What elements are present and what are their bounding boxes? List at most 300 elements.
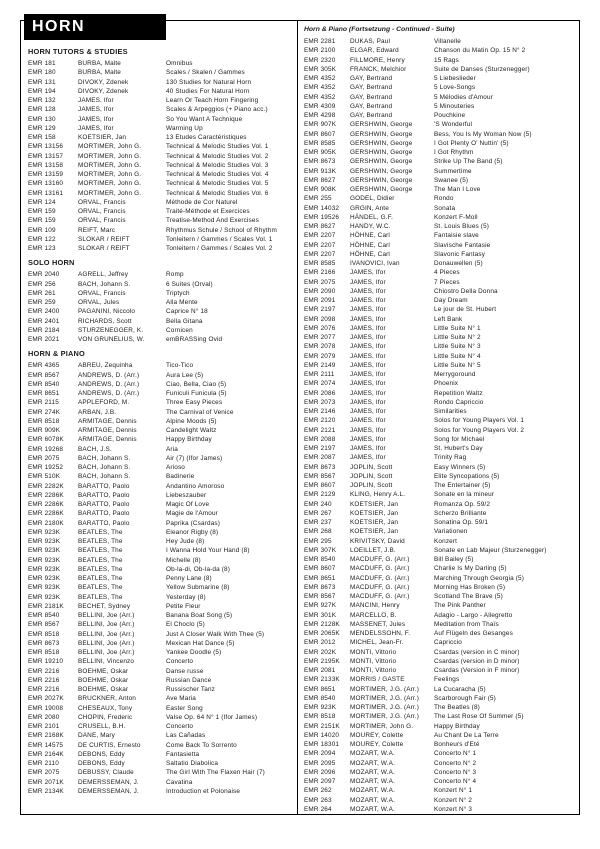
row-composer: ANDREWS, D. (Arr.) [78, 390, 140, 397]
row-title: Romanza Op. 59/2 [434, 500, 491, 508]
row-title: Hey Jude (8) [166, 538, 205, 545]
catalog-row [28, 741, 293, 750]
row-composer: JOPLIN, Scott [350, 463, 393, 471]
catalog-row [28, 317, 293, 326]
row-emr: EMR 2079 [304, 352, 336, 360]
row-title: Sonata [434, 204, 456, 212]
row-emr: EMR 2076 [304, 324, 336, 332]
row-title: Suite de Danses (Sturzenegger) [434, 65, 530, 73]
row-composer: ORVAL, Francis [78, 198, 126, 206]
row-emr: EMR 2040 [28, 271, 60, 279]
catalog-row [28, 704, 293, 713]
catalog-row [304, 398, 576, 407]
catalog-row [304, 185, 576, 194]
row-composer: MORTIMER, J.G. (Arr.) [350, 704, 420, 711]
row-title: El Choclo (5) [166, 621, 205, 629]
row-composer: KOETSIER, Jan [350, 519, 399, 526]
catalog-row [28, 500, 293, 509]
catalog-row [28, 509, 293, 518]
row-title: Bill Bailey (5) [434, 556, 474, 563]
row-emr: EMR 2133K [304, 676, 340, 684]
row-emr: EMR 2075 [28, 454, 60, 462]
catalog-row [28, 574, 293, 583]
row-composer: MOUREY, Colette [350, 741, 404, 748]
row-title: Andantino Amoroso [166, 482, 225, 490]
row-title: St. Louis Blues (5) [434, 223, 490, 230]
row-title: Romp [166, 271, 184, 279]
row-composer: JAMES, Ifor [350, 389, 386, 397]
row-emr: EMR 240 [304, 500, 332, 508]
row-emr: EMR 923K [28, 593, 61, 601]
row-emr: EMR 2071K [28, 778, 64, 786]
row-title: Rhythmus Schule / School of Rhythm [166, 226, 277, 234]
section-heading: SOLO HORN [28, 258, 75, 268]
row-composer: MORRIS / GASTE [350, 676, 405, 684]
catalog-row [28, 226, 293, 235]
section-rows [28, 270, 293, 344]
row-composer: ANDREWS, D. (Arr.) [78, 371, 140, 379]
row-composer: HÖHNE, Carl [350, 250, 390, 258]
catalog-row [28, 463, 293, 472]
row-composer: MARCELLO, B. [350, 611, 397, 619]
row-emr: EMR 2074 [304, 380, 336, 388]
row-title: 6 Suites (Orval) [166, 280, 213, 288]
row-composer: GAY, Bertrand [350, 75, 393, 82]
catalog-row [28, 491, 293, 500]
row-composer: MORTIMER, J.G. (Arr.) [350, 694, 420, 702]
row-emr: EMR 305K [304, 65, 337, 73]
row-composer: BEATLES, The [78, 565, 123, 573]
row-title: Repetition Waltz [434, 389, 483, 397]
row-composer: MACDUFF, G. (Arr.) [350, 593, 410, 600]
catalog-row [28, 630, 293, 639]
row-composer: GERSHWIN, George [350, 130, 413, 138]
row-emr: EMR 259 [28, 299, 56, 306]
catalog-row [304, 500, 576, 509]
row-composer: BARATTO, Paolo [78, 519, 130, 527]
row-emr: EMR 8651 [304, 685, 336, 693]
row-title: Konzert N° 2 [434, 796, 473, 804]
row-emr: EMR 2216 [28, 676, 60, 684]
catalog-row [304, 435, 576, 444]
row-emr: EMR 2080 [28, 713, 60, 721]
catalog-row [304, 148, 576, 157]
catalog-row [28, 676, 293, 685]
catalog-row [28, 565, 293, 574]
row-title: Scarborough Fair (5) [434, 694, 496, 702]
row-title: Happy Birthday [166, 436, 212, 444]
catalog-row [304, 546, 576, 555]
row-title: Badinerie [166, 473, 195, 481]
row-composer: BURBA, Malte [78, 60, 121, 67]
row-emr: EMR 194 [28, 87, 56, 95]
row-title: Auf Flügeln des Gesanges [434, 630, 513, 637]
row-title: Rondo Capriccio [434, 398, 484, 406]
row-title: The Last Rose Of Summer (5) [434, 713, 524, 721]
catalog-row [304, 583, 576, 592]
row-title: Concerto [166, 658, 194, 666]
row-title: Alla Mente [166, 299, 198, 306]
row-title: Konzert F-Moll [434, 213, 478, 221]
catalog-row [304, 555, 576, 564]
row-emr: EMR 2207 [304, 232, 336, 240]
row-title: Tonleitern / Gammes / Scales Vol. 1 [166, 235, 273, 243]
row-composer: MOZART, W.A. [350, 768, 395, 776]
row-title: Arioso [166, 464, 186, 471]
row-title: Little Suite N° 5 [434, 361, 481, 369]
row-emr: EMR 923K [304, 704, 337, 711]
catalog-row [304, 564, 576, 573]
row-title: Las Cañadas [166, 732, 206, 740]
catalog-row [304, 740, 576, 749]
row-title: Ob-la-di, Ob-la-da (8) [166, 565, 231, 573]
catalog-row [28, 152, 293, 161]
row-title: Fantaisie slave [434, 232, 479, 240]
row-composer: MACDUFF, G. (Arr.) [350, 556, 410, 563]
row-emr: EMR 2075 [28, 769, 60, 777]
row-composer: STURZENEGGER, K. [78, 326, 144, 334]
catalog-row [304, 389, 576, 398]
row-emr: EMR 128 [28, 106, 56, 114]
catalog-row [28, 133, 293, 142]
row-emr: EMR 2087 [304, 454, 336, 462]
catalog-row [28, 361, 293, 370]
row-composer: JAMES, Ifor [350, 408, 386, 415]
row-title: Strike Up The Band (5) [434, 158, 503, 166]
row-composer: MACDUFF, G. (Arr.) [350, 583, 410, 591]
row-composer: BELLINI, Vincenzo [78, 658, 135, 666]
catalog-row [304, 620, 576, 629]
row-emr: EMR 8540 [304, 694, 336, 702]
catalog-row [28, 96, 293, 105]
row-emr: EMR 923K [28, 528, 61, 536]
row-title: Cornicen [166, 326, 193, 334]
row-title: Little Suite N° 4 [434, 352, 481, 360]
row-emr: EMR 14032 [304, 204, 340, 212]
row-title: Triptych [166, 289, 190, 297]
row-title: Learn Or Teach Horn Fingering [166, 97, 259, 104]
row-composer: JAMES, Ifor [350, 417, 386, 425]
row-title: Yellow Submarine (8) [166, 584, 230, 592]
row-title: 5 Mélodies d'Amour [434, 93, 493, 101]
row-composer: MACDUFF, G. (Arr.) [350, 565, 410, 573]
row-title: Technical & Melodic Studies Vol. 1 [166, 143, 269, 151]
row-composer: GERSHWIN, George [350, 158, 413, 166]
row-title: Sonatina Op. 59/1 [434, 519, 489, 526]
row-title: Omnibus [166, 60, 193, 67]
row-title: 7 Pieces [434, 278, 460, 286]
row-title: Adagio - Largo - Allegretto [434, 611, 513, 619]
catalog-row [304, 426, 576, 435]
row-composer: ORVAL, Francis [78, 208, 126, 215]
catalog-row [304, 250, 576, 259]
row-composer: MOZART, W.A. [350, 750, 395, 758]
row-emr: EMR 2151K [304, 722, 340, 730]
row-emr: EMR 237 [304, 519, 332, 526]
catalog-row [28, 667, 293, 676]
row-composer: JAMES, Ifor [78, 97, 114, 104]
row-emr: EMR 2094 [304, 750, 336, 758]
catalog-row [304, 324, 576, 333]
row-emr: EMR 2129 [304, 491, 336, 499]
catalog-row [28, 537, 293, 546]
row-composer: BRUCKNER, Anton [78, 695, 137, 703]
horn-title-box [24, 14, 166, 40]
catalog-row [28, 326, 293, 335]
row-composer: JAMES, Ifor [78, 115, 114, 123]
row-title: Mexican Hat Dance (5) [166, 639, 235, 647]
row-composer: MOZART, W.A. [350, 805, 395, 813]
catalog-row [304, 416, 576, 425]
row-composer: ORVAL, Francis [78, 217, 126, 225]
row-title: Day Dream [434, 297, 468, 304]
catalog-row [304, 56, 576, 65]
row-emr: EMR 8627 [304, 223, 336, 230]
catalog-row [28, 124, 293, 133]
row-emr: EMR 2120 [304, 417, 336, 425]
catalog-row [304, 675, 576, 684]
row-title: Traité-Méthode et Exercices [166, 208, 250, 215]
page-title: HORN [32, 18, 86, 35]
row-composer: BACH, Johann S. [78, 280, 131, 288]
catalog-row [304, 333, 576, 342]
row-title: The Carnival of Venice [166, 408, 234, 416]
row-emr: EMR 13159 [28, 171, 64, 178]
row-composer: APPLEFORD, M. [78, 399, 130, 407]
row-composer: MACDUFF, G. (Arr.) [350, 574, 410, 582]
catalog-row [304, 268, 576, 277]
row-composer: MOZART, W.A. [350, 759, 395, 767]
row-title: Song for Michael [434, 435, 485, 443]
row-composer: MORTIMER, John G. [78, 161, 142, 169]
catalog-row [304, 731, 576, 740]
catalog-row [304, 305, 576, 314]
row-title: Paprika (Csardas) [166, 519, 221, 527]
row-title: St. Hubert's Day [434, 445, 483, 452]
row-emr: EMR 274K [28, 408, 61, 416]
row-title: Csardas (Version in F minor) [434, 667, 520, 674]
catalog-row [28, 657, 293, 666]
row-composer: GRGIN, Ante [350, 204, 389, 212]
row-emr: EMR 8540 [304, 556, 336, 563]
row-title: Csardas (version in C minor) [434, 648, 520, 656]
catalog-row [28, 389, 293, 398]
row-composer: JAMES, Ifor [350, 334, 386, 341]
row-title: Treatise-Method And Exercises [166, 217, 259, 225]
row-emr: EMR 2286K [28, 501, 64, 508]
row-title: Solos for Young Players Vol. 2 [434, 426, 525, 434]
catalog-row [304, 222, 576, 231]
row-composer: GERSHWIN, George [350, 121, 413, 129]
row-composer: KOETSIER, Jan [78, 134, 127, 141]
row-composer: KOETSIER, Jan [350, 509, 399, 517]
catalog-row [304, 287, 576, 296]
row-title: Charlie Is My Darling (5) [434, 565, 507, 573]
row-composer: MOUREY, Colette [350, 731, 404, 739]
row-emr: EMR 2078 [304, 343, 336, 351]
row-composer: JOPLIN, Scott [350, 482, 393, 489]
row-emr: EMR 2081 [304, 667, 336, 674]
row-emr: EMR 4298 [304, 112, 336, 119]
row-title: Bella Gitana [166, 317, 203, 325]
row-title: Aura Lee (5) [166, 371, 204, 379]
row-composer: JAMES, Ifor [350, 361, 386, 369]
catalog-row [28, 189, 293, 198]
row-emr: EMR 14575 [28, 741, 64, 749]
row-composer: AGRELL, Jeffrey [78, 271, 129, 279]
catalog-row [304, 453, 576, 462]
row-emr: EMR 8518 [28, 649, 60, 656]
row-title: Chiostro Della Donna [434, 287, 498, 295]
catalog-row [304, 722, 576, 731]
row-composer: MICHEL, Jean-Fr. [350, 639, 404, 647]
row-title: Just A Closer Walk With Thee (5) [166, 630, 265, 638]
row-emr: EMR 909K [28, 427, 61, 434]
row-composer: KOETSIER, Jan [350, 500, 399, 508]
row-emr: EMR 913K [304, 167, 337, 175]
row-emr: EMR 8585 [304, 139, 336, 147]
row-emr: EMR 2027K [28, 695, 64, 703]
row-emr: EMR 2184 [28, 326, 60, 334]
catalog-row [304, 463, 576, 472]
row-emr: EMR 2128K [304, 620, 340, 628]
row-composer: SLOKAR / REIFT [78, 235, 130, 243]
row-title: Come Back To Sorrento [166, 741, 237, 749]
row-composer: DANE, Mary [78, 732, 116, 740]
catalog-row [28, 778, 293, 787]
row-composer: JAMES, Ifor [350, 324, 386, 332]
row-emr: EMR 256 [28, 280, 56, 288]
row-emr: EMR 19526 [304, 213, 340, 221]
catalog-row [304, 315, 576, 324]
row-emr: EMR 268 [304, 528, 332, 536]
catalog-row [304, 83, 576, 92]
row-title: Chanson du Matin Op. 15 N° 2 [434, 47, 526, 55]
row-composer: BURBA, Malte [78, 69, 121, 77]
row-composer: GERSHWIN, George [350, 176, 413, 184]
row-title: Summertime [434, 167, 472, 175]
catalog-row [28, 68, 293, 77]
catalog-row [28, 417, 293, 426]
row-composer: DEBUSSY, Claude [78, 769, 134, 777]
section-horn-piano [28, 349, 293, 796]
row-emr: EMR 2181K [28, 602, 64, 610]
catalog-row [28, 648, 293, 657]
row-emr: EMR 8518 [304, 713, 336, 721]
row-composer: BELLINI, Joe (Arr.) [78, 639, 135, 647]
row-composer: MORTIMER, J.G. (Arr.) [350, 685, 420, 693]
row-title: Tonleitern / Gammes / Scales Vol. 2 [166, 245, 273, 252]
row-title: 'S Wonderful [434, 121, 473, 129]
row-title: Technical & Melodic Studies Vol. 5 [166, 180, 269, 188]
catalog-row [304, 93, 576, 102]
catalog-row [304, 361, 576, 370]
row-emr: EMR 181 [28, 60, 56, 67]
catalog-row [304, 703, 576, 712]
catalog-row [304, 574, 576, 583]
catalog-row [304, 352, 576, 361]
row-emr: EMR 13157 [28, 152, 64, 160]
row-composer: BEATLES, The [78, 593, 123, 601]
row-title: Michelle (8) [166, 556, 201, 564]
row-composer: DIVOKY, Zdenek [78, 78, 129, 86]
row-composer: JAMES, Ifor [350, 454, 386, 462]
row-composer: JAMES, Ifor [350, 380, 386, 388]
row-composer: ARMITAGE, Dennis [78, 417, 137, 425]
catalog-row [28, 280, 293, 289]
catalog-row [304, 481, 576, 490]
row-composer: BEATLES, The [78, 547, 123, 555]
row-composer: KLING, Henry A.L. [350, 491, 406, 499]
row-composer: BELLINI, Joe (Arr.) [78, 612, 135, 619]
row-title: Bonheurs d'Eté [434, 741, 480, 748]
row-composer: KOETSIER, Jan [350, 528, 399, 536]
row-title: Air (7) (Ifor James) [166, 454, 223, 462]
catalog-row [304, 537, 576, 546]
row-title: Similarities [434, 408, 467, 415]
catalog-row [304, 241, 576, 250]
row-composer: MONTI, Vittorio [350, 648, 397, 656]
catalog-frame [20, 20, 580, 815]
row-composer: MORTIMER, John G. [78, 189, 142, 197]
row-emr: EMR 2164K [28, 750, 64, 758]
row-title: Méthode de Cor Naturel [166, 198, 238, 206]
row-emr: EMR 2168K [28, 732, 64, 740]
row-emr: EMR 2401 [28, 317, 60, 325]
catalog-row [28, 546, 293, 555]
row-emr: EMR 132 [28, 97, 56, 104]
row-emr: EMR 923K [28, 538, 61, 545]
catalog-row [304, 74, 576, 83]
row-composer: RICHARDS, Scott [78, 317, 132, 325]
row-composer: DEBONS, Eddy [78, 750, 125, 758]
catalog-row [28, 216, 293, 225]
catalog-row [28, 78, 293, 87]
row-composer: MOZART, W.A. [350, 778, 395, 785]
row-title: Petite Fleur [166, 602, 201, 610]
row-emr: EMR 2207 [304, 250, 336, 258]
row-composer: BARATTO, Paolo [78, 501, 130, 508]
row-emr: EMR 159 [28, 217, 56, 225]
row-composer: JAMES, Ifor [350, 278, 386, 286]
catalog-row [304, 204, 576, 213]
row-composer: MENDELSSOHN, F. [350, 630, 411, 637]
catalog-row [304, 342, 576, 351]
row-title: Easter Song [166, 704, 203, 712]
row-title: 15 Rags [434, 56, 459, 64]
catalog-row [28, 759, 293, 768]
row-emr: EMR 295 [304, 537, 332, 545]
row-emr: EMR 8567 [28, 621, 60, 629]
row-emr: EMR 8651 [304, 574, 336, 582]
row-emr: EMR 8607 [304, 130, 336, 138]
row-emr: EMR 908K [304, 186, 337, 193]
row-title: Konzert N° 3 [434, 805, 473, 813]
row-emr: EMR 2121 [304, 426, 336, 434]
row-title: Cavatina [166, 778, 193, 786]
row-composer: BACH, J.S. [78, 445, 112, 453]
row-emr: EMR 2286K [28, 491, 64, 499]
row-composer: MORTIMER, John G. [78, 171, 142, 178]
row-emr: EMR 907K [304, 121, 337, 129]
catalog-row [304, 194, 576, 203]
row-title: emBRASSing Ovid [166, 336, 223, 343]
catalog-row [304, 157, 576, 166]
row-title: So You Want A Technique [166, 115, 243, 123]
row-emr: EMR 2073 [304, 398, 336, 406]
row-title: Sonate en la mineur [434, 491, 495, 499]
row-title: Yesterday (8) [166, 593, 206, 601]
